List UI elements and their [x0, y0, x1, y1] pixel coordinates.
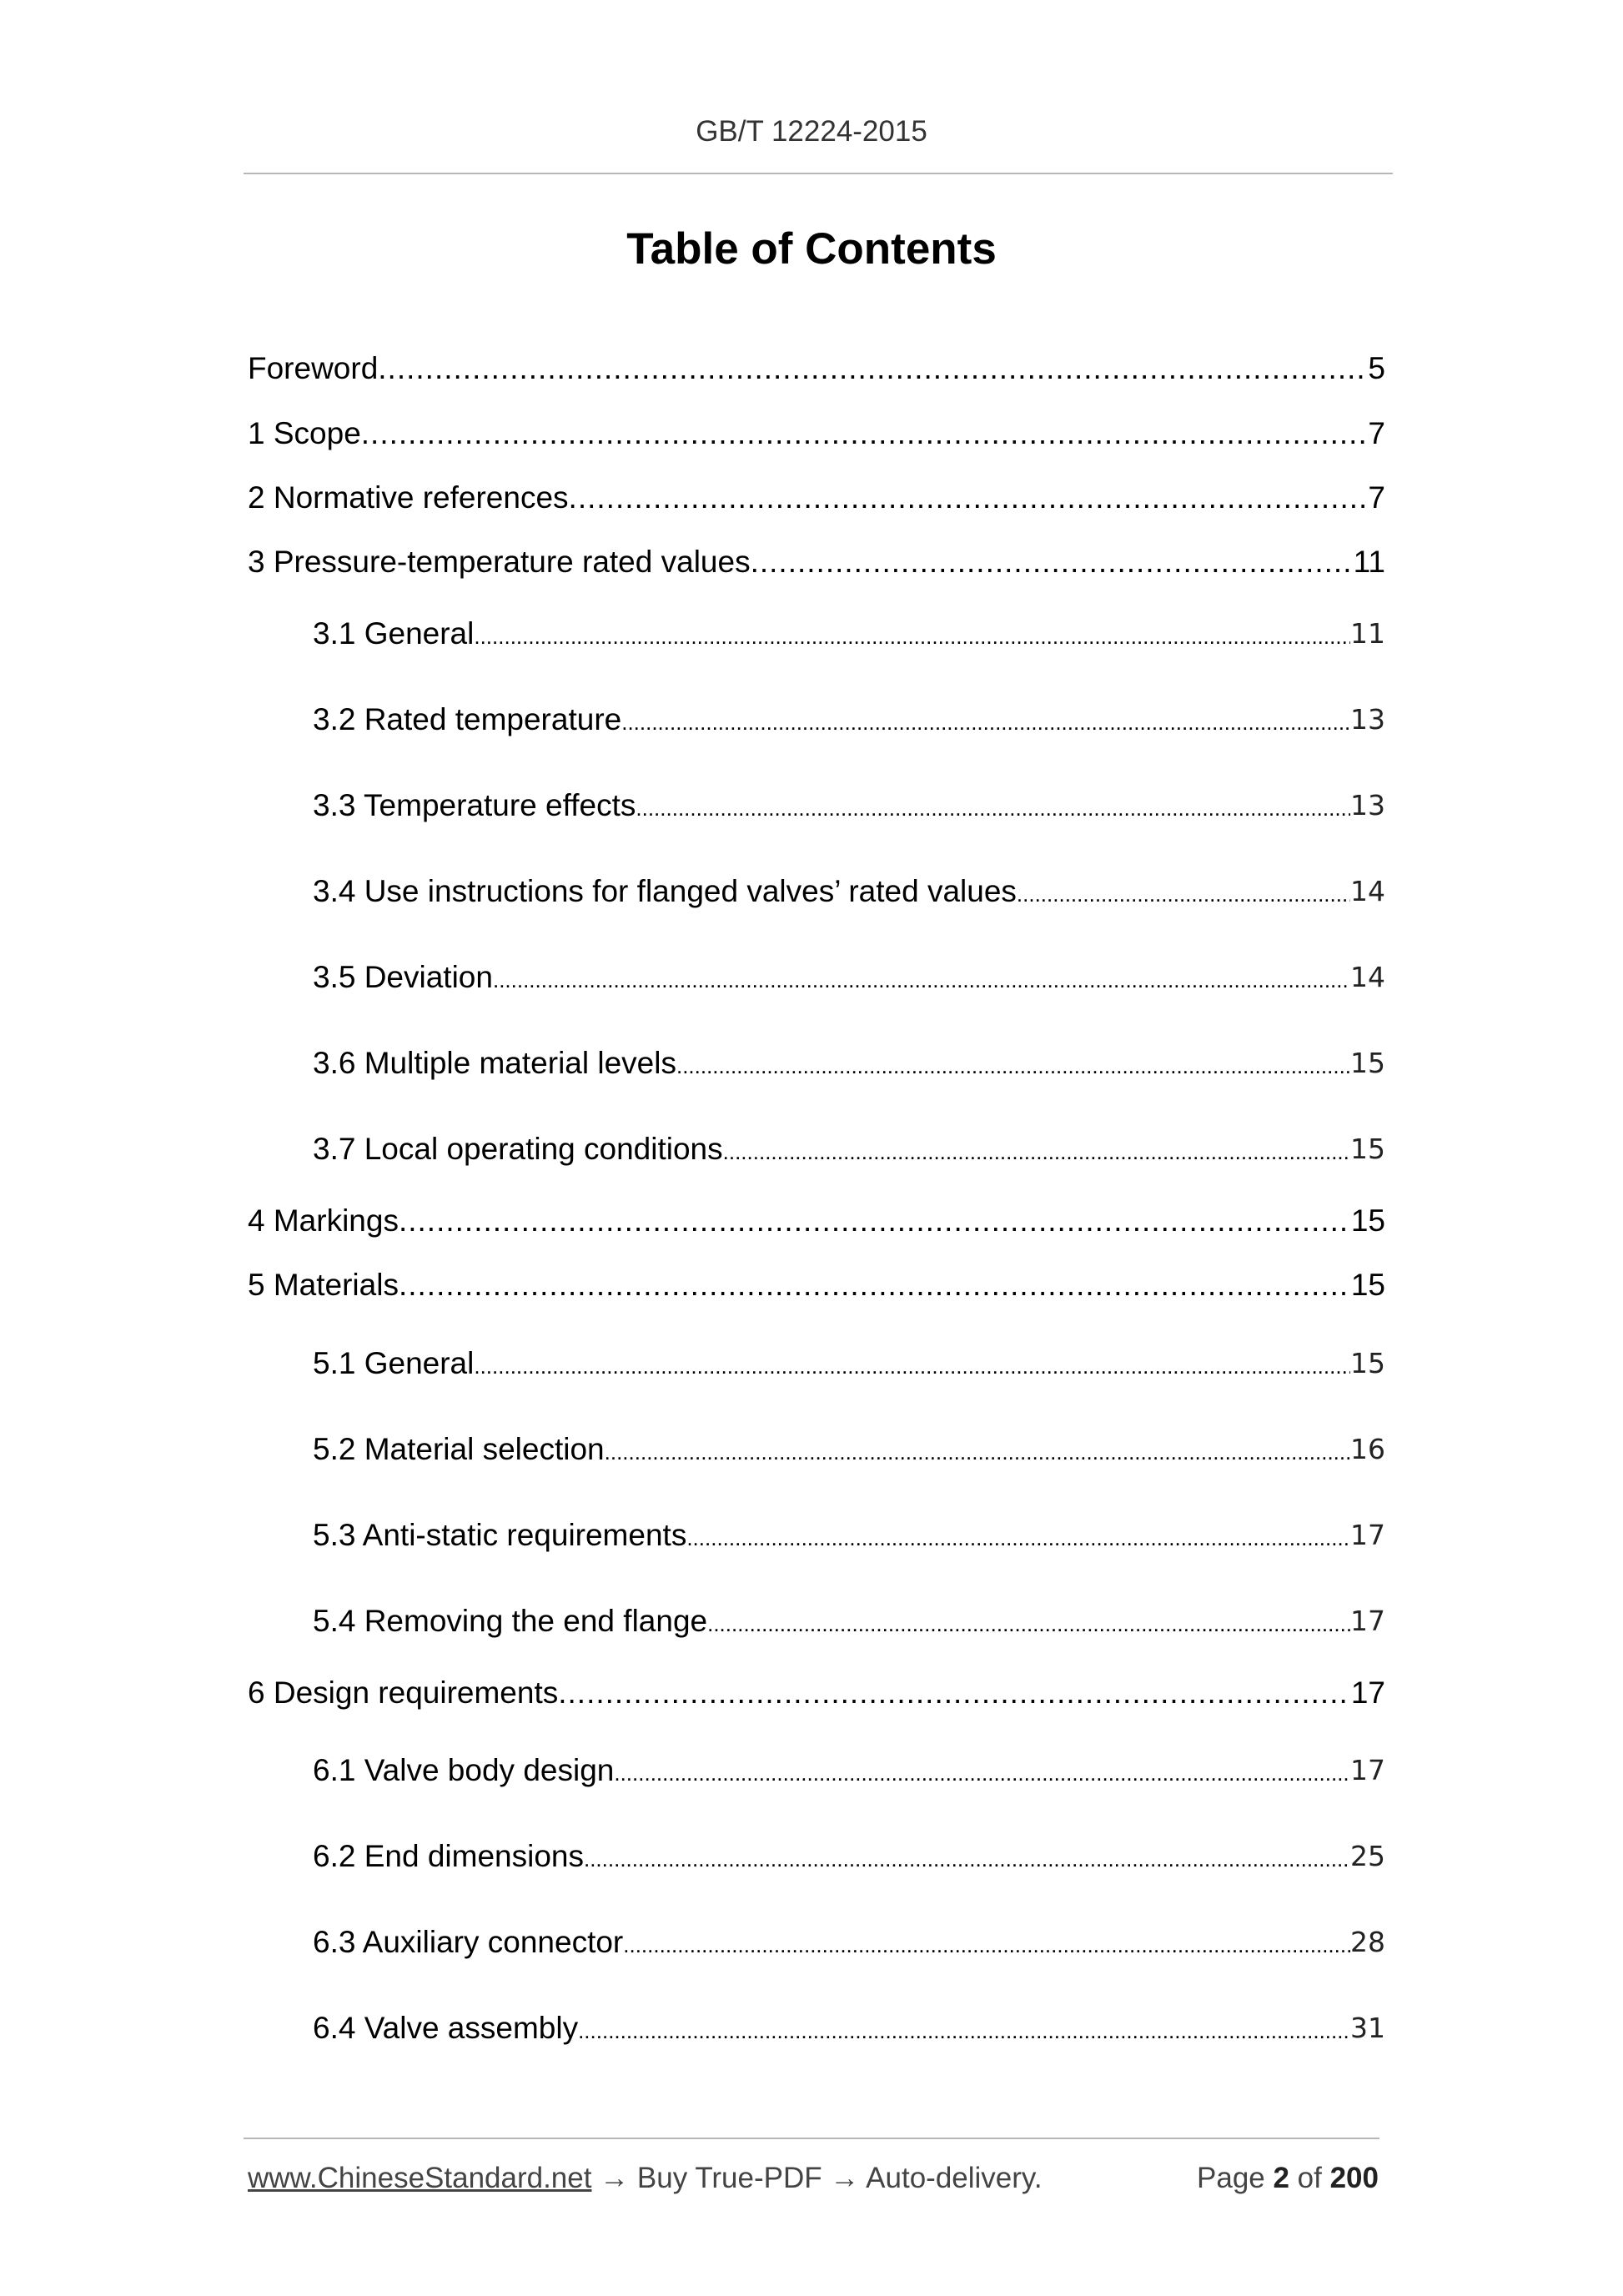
toc-dot-leader: [686, 1521, 1350, 1555]
toc-entry-page: 15: [1350, 1133, 1385, 1165]
toc-entry-3-6[interactable]: [313, 1041, 1385, 1083]
toc-entry-label: 2 Normative references: [248, 480, 569, 515]
toc-dot-leader: [399, 1202, 1351, 1240]
toc-entry-page: 15: [1350, 1268, 1385, 1302]
toc-entry-page: 5: [1368, 351, 1385, 385]
toc-entry-page: 15: [1350, 1047, 1385, 1079]
toc-entry-page: 16: [1350, 1433, 1385, 1465]
toc-entry-materials[interactable]: [248, 1263, 1385, 1304]
toc-dot-leader: [751, 543, 1354, 581]
toc-entry-3-5[interactable]: [313, 955, 1385, 997]
toc-entry-label: 5.3 Anti-static requirements: [313, 1518, 687, 1552]
toc-entry-pressure-temperature[interactable]: [248, 540, 1385, 581]
current-page-number: 2: [1273, 2162, 1289, 2194]
toc-entry-page: 15: [1350, 1203, 1385, 1238]
toc-heading: Table of Contents: [626, 224, 997, 274]
toc-dot-leader: [474, 1349, 1350, 1383]
toc-entry-label: 6.4 Valve assembly: [313, 2011, 579, 2045]
toc-entry-3-4[interactable]: [313, 869, 1385, 911]
toc-dot-leader: [569, 479, 1369, 517]
toc-dot-leader: [723, 1135, 1350, 1168]
toc-dot-leader: [378, 349, 1368, 388]
toc-dot-leader: [578, 2014, 1350, 2047]
toc-entry-page: 17: [1350, 1754, 1385, 1786]
toc-entry-label: 5.1 General: [313, 1346, 475, 1380]
page-indicator: [1197, 2162, 1379, 2195]
toc-entry-label: 3.5 Deviation: [313, 960, 493, 994]
toc-entry-5-3[interactable]: [313, 1513, 1385, 1555]
toc-entry-label: 3.3 Temperature effects: [313, 788, 636, 822]
toc-dot-leader: [493, 963, 1350, 997]
toc-entry-6-4[interactable]: [313, 2006, 1385, 2047]
toc-dot-leader: [636, 791, 1350, 825]
header-divider: [244, 173, 1393, 174]
toc-dot-leader: [474, 620, 1350, 653]
toc-dot-leader: [1017, 877, 1350, 911]
toc-dot-leader: [361, 414, 1369, 453]
toc-entry-page: 15: [1350, 1347, 1385, 1379]
toc-entry-page: 13: [1350, 789, 1385, 821]
toc-entry-label: 3 Pressure-temperature rated values: [248, 545, 751, 579]
toc-entry-3-3[interactable]: [313, 783, 1385, 825]
toc-dot-leader: [558, 1674, 1351, 1712]
toc-entry-label: 3.6 Multiple material levels: [313, 1046, 676, 1080]
toc-entry-page: 28: [1350, 1926, 1385, 1958]
toc-entry-5-2[interactable]: [313, 1427, 1385, 1469]
page-footer: [248, 2162, 1379, 2195]
website-link[interactable]: www.ChineseStandard.net: [248, 2162, 592, 2194]
toc-entry-page: 17: [1350, 1676, 1385, 1710]
footer-promo-text: → Buy True-PDF → Auto-delivery.: [591, 2162, 1043, 2194]
toc-entry-design-requirements[interactable]: [248, 1671, 1385, 1712]
toc-entry-page: 11: [1353, 545, 1385, 579]
toc-entry-6-2[interactable]: [313, 1834, 1385, 1876]
toc-entry-page: 7: [1368, 480, 1385, 515]
toc-dot-leader: [707, 1607, 1350, 1640]
toc-entry-page: 13: [1350, 703, 1385, 736]
toc-entry-normative-references[interactable]: [248, 475, 1385, 517]
toc-entry-page: 17: [1350, 1519, 1385, 1551]
toc-entry-5-1[interactable]: [313, 1341, 1385, 1383]
toc-dot-leader: [623, 1928, 1350, 1962]
toc-entry-foreword[interactable]: [248, 346, 1385, 388]
toc-entry-label: 4 Markings: [248, 1203, 399, 1238]
toc-entry-label: 1 Scope: [248, 416, 361, 450]
toc-dot-leader: [399, 1266, 1351, 1304]
toc-entry-label: 3.4 Use instructions for flanged valves’ rated values: [313, 874, 1017, 908]
toc-dot-leader: [676, 1049, 1350, 1083]
toc-dot-leader: [605, 1435, 1350, 1469]
toc-entry-label: 6 Design requirements: [248, 1676, 559, 1710]
total-page-count: 200: [1329, 2162, 1379, 2194]
toc-entry-label: 3.1 General: [313, 616, 475, 651]
toc-entry-scope[interactable]: [248, 411, 1385, 453]
toc-entry-page: 25: [1350, 1840, 1385, 1872]
page-prefix: Page: [1197, 2162, 1274, 2194]
toc-entry-page: 7: [1368, 416, 1385, 450]
toc-entry-label: 3.7 Local operating conditions: [313, 1132, 723, 1166]
toc-entry-label: 5.4 Removing the end flange: [313, 1604, 708, 1638]
toc-entry-markings[interactable]: [248, 1198, 1385, 1240]
toc-entry-3-1[interactable]: [313, 611, 1385, 653]
toc-entry-label: 3.2 Rated temperature: [313, 702, 622, 736]
footer-divider: [244, 2138, 1379, 2139]
toc-entry-label: 5.2 Material selection: [313, 1432, 605, 1466]
toc-entry-label: 6.2 End dimensions: [313, 1839, 584, 1873]
toc-entry-page: 14: [1350, 875, 1385, 907]
toc-entry-label: 6.3 Auxiliary connector: [313, 1925, 624, 1959]
document-header-standard-id: GB/T 12224-2015: [696, 115, 927, 148]
toc-entry-3-7[interactable]: [313, 1127, 1385, 1168]
toc-entry-3-2[interactable]: [313, 697, 1385, 739]
toc-dot-leader: [584, 1842, 1350, 1876]
toc-entry-page: 31: [1350, 2012, 1385, 2044]
toc-entry-5-4[interactable]: [313, 1599, 1385, 1640]
toc-dot-leader: [621, 706, 1350, 739]
toc-entry-page: 17: [1350, 1605, 1385, 1637]
toc-entry-page: 14: [1350, 961, 1385, 993]
page-of: of: [1289, 2162, 1330, 2194]
toc-entry-page: 11: [1350, 617, 1385, 650]
toc-dot-leader: [614, 1756, 1350, 1790]
toc-entry-label: Foreword: [248, 351, 379, 385]
toc-entry-label: 5 Materials: [248, 1268, 399, 1302]
toc-entry-6-3[interactable]: [313, 1920, 1385, 1962]
toc-entry-label: 6.1 Valve body design: [313, 1753, 615, 1787]
toc-entry-6-1[interactable]: [313, 1748, 1385, 1790]
